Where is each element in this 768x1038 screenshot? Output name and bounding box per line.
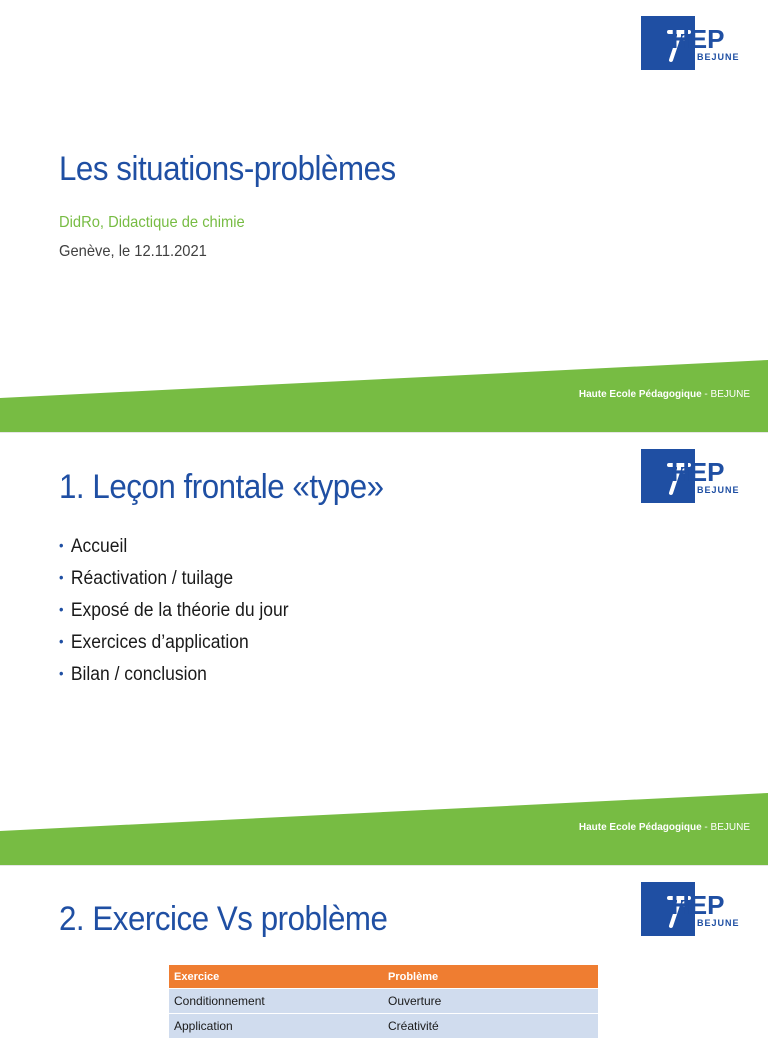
footer-text [579,822,750,833]
slide-title: 1. Leçon frontale «type» [59,468,384,507]
bullet-icon: • [59,601,64,617]
bullet-text: Bilan / conclusion [71,664,207,685]
slide-exercice-probleme [0,866,768,1024]
bullet-icon: • [59,665,64,681]
table-cell: Créativité [383,1014,598,1038]
footer-school-rest: - BEJUNE [702,822,750,833]
logo-bejune-text: BEJUNE [697,485,740,495]
bullet-text: Exercices d’application [71,632,249,653]
logo-hep-text: HEP [671,457,724,488]
table-cell: Conditionnement [169,989,383,1014]
slide-lecon-frontale [0,433,768,866]
table-row [169,1014,598,1038]
slide-title: 2. Exercice Vs problème [59,900,387,939]
bullet-item [59,599,289,631]
hep-logo [641,449,753,503]
bullet-item [59,535,289,567]
hep-logo [641,16,753,70]
bullet-icon: • [59,537,64,553]
footer-school-rest: - BEJUNE [702,389,750,400]
bullet-item [59,567,289,599]
bullet-item [59,663,289,695]
footer-school-bold: Haute Ecole Pédagogique [579,389,702,400]
date-line: Genève, le 12.11.2021 [59,243,207,261]
subtitle: DidRo, Didactique de chimie [59,214,245,232]
bullet-text: Réactivation / tuilage [71,568,233,589]
table-cell: Ouverture [383,989,598,1014]
footer-text [579,389,750,400]
bullet-item [59,631,289,663]
footer-band [0,358,768,433]
table-header: Problème [383,965,598,989]
logo-hep-text: HEP [671,24,724,55]
table-header: Exercice [169,965,383,989]
bullet-text: Accueil [71,536,127,557]
table-cell: Application [169,1014,383,1038]
footer-band [0,791,768,866]
bullet-icon: • [59,569,64,585]
table-header-row [169,965,598,989]
table-row [169,989,598,1014]
logo-hep-text: HEP [671,890,724,921]
hep-logo [641,882,753,936]
bullet-list [59,535,309,695]
footer-school-bold: Haute Ecole Pédagogique [579,822,702,833]
slide-title [0,0,768,433]
bullet-text: Exposé de la théorie du jour [71,600,289,621]
comparison-table [169,965,598,1038]
page-title: Les situations-problèmes [59,150,396,189]
logo-bejune-text: BEJUNE [697,918,740,928]
logo-bejune-text: BEJUNE [697,52,740,62]
bullet-icon: • [59,633,64,649]
